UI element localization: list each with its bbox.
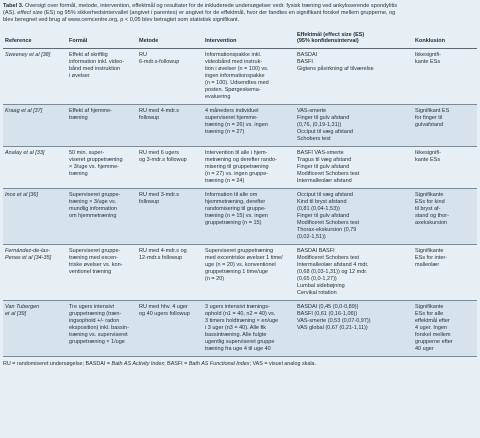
cell-line: bånd med instruktion: [69, 65, 121, 72]
cell-reference: [3, 146, 67, 188]
cell-line: ESs for kind: [415, 198, 445, 205]
caption-label: Tabel 3.: [3, 3, 24, 9]
cell-intervention: [203, 146, 295, 188]
cell-conclusion: [413, 146, 477, 188]
cell-line: 12-mdr.s followup: [139, 254, 183, 261]
cell-effect: [295, 188, 413, 244]
cell-conclusion: [413, 48, 477, 104]
cell-line: VAS-smerte: [297, 107, 327, 114]
cell-line: Intermalleolær afstand: [297, 177, 352, 184]
cell-line: triske øvelser vs. kon-: [69, 261, 123, 268]
header-reference: Reference: [5, 38, 32, 45]
cell-line: viseret gruppetræning: [69, 156, 123, 163]
cell-line: 4 uger. Ingen: [415, 324, 448, 331]
cell-aim: [67, 146, 137, 188]
cell-reference: [3, 48, 67, 104]
cell-line: (n = 27) vs. ingen gruppe-: [205, 170, 269, 177]
table-caption: [3, 3, 477, 25]
cell-line: effektmål efter: [415, 317, 450, 324]
footnote-pre: RU = randomiseret undersøgelse; BASDAI =: [3, 360, 112, 367]
cell-line: Ikkesignifi-: [415, 149, 441, 156]
table-row: [3, 244, 477, 300]
cell-line: Fernández-de-las-: [5, 247, 50, 254]
header-effect-line2: (95% konfidensinterval): [297, 38, 359, 45]
cell-line: Ikkesignifi-: [415, 51, 441, 58]
footnote-mid: ; BASFI =: [164, 360, 189, 367]
cell-method: [137, 104, 203, 146]
table-row: [3, 48, 477, 104]
cell-line: × 3/uge vs. hjemme-: [69, 163, 119, 170]
cell-line: Occiput til væg afstand: [297, 128, 353, 135]
cell-aim: [67, 244, 137, 300]
cell-method: [137, 48, 203, 104]
table-header-row: [3, 30, 477, 49]
cell-line: 3 ugers intensivt trænings-: [205, 303, 270, 310]
cell-intervention: [203, 300, 295, 356]
cell-conclusion: [413, 244, 477, 300]
cell-conclusion: [413, 188, 477, 244]
cell-line: træning: [69, 170, 88, 177]
cell-line: RU med 4-mdr.s og: [139, 247, 187, 254]
cell-line: ESs for inter-: [415, 254, 448, 261]
cell-line: 4 måneders individuel: [205, 107, 259, 114]
cell-line: VAS-smerte (0,53 (0,07-0,97)): [297, 317, 371, 324]
cell-line: Sweeney et al [38]: [5, 51, 51, 58]
header-conclusion: Konklusion: [415, 38, 445, 45]
cell-line: Gigtens påvirkning af tilværelse: [297, 65, 374, 72]
header-aim: Formål: [69, 38, 88, 45]
cell-line: grupperne efter: [415, 338, 453, 345]
cell-reference: [3, 188, 67, 244]
cell-method: [137, 146, 203, 188]
cell-line: Cervikal rotation: [297, 289, 337, 296]
cell-reference: [3, 104, 67, 146]
cell-line: træning med excen-: [69, 254, 118, 261]
cell-reference: [3, 300, 67, 356]
cell-line: Kind til bryst afstand: [297, 198, 347, 205]
cell-line: Signifikante: [415, 247, 444, 254]
caption-line1: Oversigt over formål, metode, intervention, effektmål og resultater for de inkluderede undersøgelser vedr. fysisk træning ved ankyloserende spondylitis: [23, 3, 398, 9]
cell-line: metræning og derefter rando-: [205, 156, 277, 163]
cell-line: misering til gruppetræning: [205, 163, 269, 170]
cell-line: Finger til gulv afstand: [297, 114, 350, 121]
cell-line: Schobers test: [297, 135, 331, 142]
cell-effect: [295, 104, 413, 146]
cell-line: Van Tubergen: [5, 303, 40, 310]
cell-line: gulvafstand: [415, 121, 444, 128]
cell-line: Intervention til alle i hjem-: [205, 149, 268, 156]
table-row: [3, 188, 477, 244]
cell-line: BASFI VAS-smerte: [297, 149, 344, 156]
cell-effect: [295, 146, 413, 188]
cell-line: Kraag et al [37]: [5, 107, 43, 114]
cell-line: 40 uger: [415, 345, 434, 352]
caption-line2-post: (ES) og 95% sikkerhedsintervallet (angivet i parentes) er angivet for de effektmål, hvor der fandtes en signifikant forskel mellem grupperne, og: [42, 10, 396, 17]
header-effect-line1: Effektmål (effect size (ES): [297, 31, 365, 38]
cell-line: og 40 ugers followup: [139, 310, 190, 317]
cell-line: RU med hhv. 4 uger: [139, 303, 188, 310]
footnote-basdai: Bath AS Activity Index: [111, 360, 165, 367]
footnote-post: ; VAS = visuel analog skala.: [249, 360, 317, 367]
cell-effect: [295, 300, 413, 356]
cell-line: ventionel træning: [69, 268, 112, 275]
table-row: [3, 104, 477, 146]
cell-line: Signifikante: [415, 191, 444, 198]
cell-line: ingen informationspakke: [205, 72, 265, 79]
cell-line: for finger til: [415, 114, 443, 121]
cell-line: Signifikante: [415, 303, 444, 310]
cell-line: Signifikant ES: [415, 107, 450, 114]
cell-line: kante ESs: [415, 58, 441, 65]
cell-aim: [67, 104, 137, 146]
cell-line: ESs for alle: [415, 310, 444, 317]
cell-line: randomisering til gruppe-: [205, 205, 266, 212]
cell-line: 6-mdr.s-followup: [139, 58, 180, 65]
cell-line: mundlig information: [69, 205, 117, 212]
cell-line: hjemmetræning, derefter: [205, 198, 266, 205]
cell-line: træning (n = 24): [205, 177, 245, 184]
cell-line: BASDAI BASFI: [297, 247, 335, 254]
cell-line: træning fra uge 4 til uge 40: [205, 345, 271, 352]
cell-line: followup: [139, 198, 160, 205]
cell-line: BASDAI: [297, 51, 318, 58]
cell-intervention: [203, 48, 295, 104]
header-method: Metode: [139, 38, 159, 45]
cell-line: træning: [69, 114, 88, 121]
cell-effect: [295, 48, 413, 104]
cell-aim: [67, 188, 137, 244]
cell-line: træning (n = 27): [205, 128, 245, 135]
cell-line: (0,81 (0,04-1,53)): [297, 205, 340, 212]
cell-line: (0,76, (0,19-1,31)): [297, 121, 342, 128]
cell-intervention: [203, 244, 295, 300]
cell-line: ingsophold +/- radon: [69, 317, 120, 324]
cell-line: Superviseret gruppetræning: [205, 247, 274, 254]
cell-line: malleolær: [415, 261, 440, 268]
cell-line: information inkl. video-: [69, 58, 125, 65]
cell-line: axekskursion: [415, 219, 448, 226]
table-row: [3, 146, 477, 188]
caption-line3: blev beregnet ved brug af www.cemcentre.org, p < 0,05 blev betragtet som statistisk signifikant.: [3, 17, 240, 24]
cell-line: VAS global (0,67 (0,21-1,11)): [297, 324, 368, 331]
cell-line: Modificeret Schobers test: [297, 219, 360, 226]
cell-line: RU med 6 ugers: [139, 149, 180, 156]
cell-aim: [67, 300, 137, 356]
header-intervention: Intervention: [205, 38, 237, 45]
cell-line: forskel mellem: [415, 331, 451, 338]
cell-line: (0,68 (0,03-1,31)) og 12 mdr.: [297, 268, 368, 275]
cell-line: Analay et al [33]: [5, 149, 45, 156]
cell-line: videobånd med instruk-: [205, 58, 263, 65]
cell-line: followup: [139, 114, 160, 121]
cell-line: med excentriske øvelser 1 time/: [205, 254, 283, 261]
cell-line: bassintræning. Alle fulgte: [205, 331, 267, 338]
cell-reference: [3, 244, 67, 300]
cell-line: træning × 3/uge vs.: [69, 198, 117, 205]
cell-effect: [295, 244, 413, 300]
cell-line: RU: [139, 51, 147, 58]
cell-line: Information til alle om: [205, 191, 258, 198]
cell-method: [137, 244, 203, 300]
cell-line: Intermalleolær afstand 4 mdr.: [297, 261, 369, 268]
cell-intervention: [203, 188, 295, 244]
studies-table: [3, 30, 477, 357]
cell-method: [137, 188, 203, 244]
cell-line: Superviseret gruppe-: [69, 247, 121, 254]
cell-line: Penas et al [34-35]: [5, 254, 52, 261]
cell-line: Tragus til væg afstand: [297, 156, 352, 163]
cell-line: tion i øvelser (n = 100) vs.: [205, 65, 269, 72]
cell-line: BASFI (0,61 (0,16-1,06)): [297, 310, 358, 317]
cell-line: BASDAI (0,45 (0,0-0,89)): [297, 303, 359, 310]
cell-line: 3 timers holdtræning × en/uge: [205, 317, 279, 324]
cell-line: og 3-mdr.s followup: [139, 156, 187, 163]
cell-line: (n = 20): [205, 275, 225, 282]
cell-line: gruppetræning × 1/uge: [69, 338, 125, 345]
cell-line: træning (n = 15) vs. ingen: [205, 212, 268, 219]
cell-line: Thorax-ekskursion (0,79: [297, 226, 357, 233]
cell-line: 50 min. super-: [69, 149, 105, 156]
cell-line: ophold (n1 = 40, n2 = 40) vs.: [205, 310, 276, 317]
cell-line: træning (n = 26) vs. ingen: [205, 121, 268, 128]
cell-line: Superviseret gruppe-: [69, 191, 121, 198]
cell-line: (n = 100). Udsendtes med: [205, 79, 269, 86]
cell-line: Informationspakke inkl.: [205, 51, 262, 58]
caption-line2-pre: (AS).: [3, 10, 18, 17]
cell-aim: [67, 48, 137, 104]
cell-line: Lumbal sidebøjning: [297, 282, 345, 289]
header-effect: [295, 30, 413, 49]
cell-line: evaluering: [205, 93, 231, 100]
cell-line: i 3 uger (n3 = 40). Alle fik: [205, 324, 266, 331]
cell-line: posten. Spørgeskema-: [205, 86, 261, 93]
table-footnote: [3, 361, 477, 368]
cell-line: gruppetræning (n = 15): [205, 219, 262, 226]
cell-line: Tre ugers intensivt: [69, 303, 115, 310]
cell-line: træning vs. superviseret: [69, 331, 128, 338]
cell-line: Finger til gulv afstand: [297, 212, 350, 219]
cell-method: [137, 300, 203, 356]
cell-line: Modificeret Schobers test: [297, 254, 360, 261]
cell-line: i øvelser: [69, 72, 90, 79]
cell-line: (0,02-1,51)): [297, 233, 326, 240]
cell-conclusion: [413, 104, 477, 146]
cell-line: ugentlig superviseret gruppe: [205, 338, 275, 345]
cell-line: et al [39]: [5, 310, 27, 317]
cell-line: BASFI: [297, 58, 313, 65]
footnote-basfi: Bath AS Functional Index: [188, 360, 250, 367]
cell-line: kante ESs: [415, 156, 441, 163]
cell-line: stand og thor-: [415, 212, 449, 219]
cell-line: RU med 4-mdr.s: [139, 107, 180, 114]
caption-effect-size: effect size: [17, 10, 43, 17]
cell-line: uge (n = 20) vs. konventionel: [205, 261, 276, 268]
cell-line: superviseret hjemme-: [205, 114, 258, 121]
cell-line: Effekt af skriftlig: [69, 51, 108, 58]
cell-line: Ince et al [36]: [5, 191, 39, 198]
cell-line: eksposition) inkl. bassin-: [69, 324, 129, 331]
cell-conclusion: [413, 300, 477, 356]
table-body: [3, 48, 477, 356]
cell-line: RU med 3-mdr.s: [139, 191, 180, 198]
cell-line: om hjemmetræning: [69, 212, 117, 219]
table-row: [3, 300, 477, 356]
cell-line: Occiput til væg afstand: [297, 191, 353, 198]
cell-line: (0,65 (0,0-1,27)): [297, 275, 337, 282]
cell-line: Modificeret Schobers test: [297, 170, 360, 177]
cell-line: gruppetræning (træn-: [69, 310, 122, 317]
cell-line: til bryst af-: [415, 205, 441, 212]
cell-line: Effekt af hjemme-: [69, 107, 112, 114]
cell-intervention: [203, 104, 295, 146]
cell-line: Finger til gulv afstand: [297, 163, 350, 170]
cell-line: gruppetræning 1 time/uge: [205, 268, 268, 275]
